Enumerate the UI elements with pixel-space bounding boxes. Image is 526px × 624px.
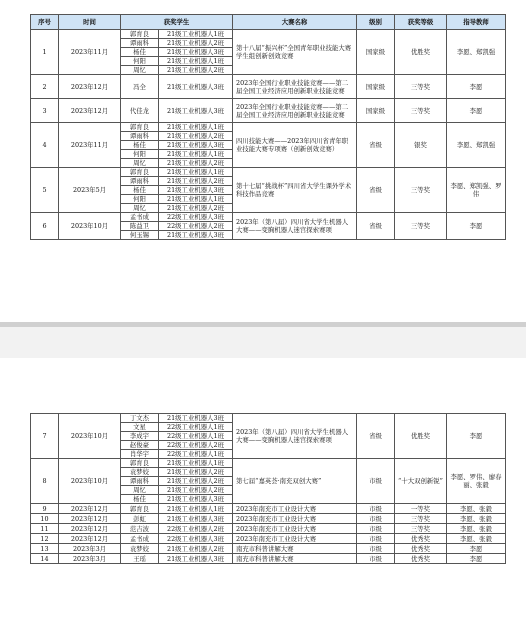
page-separator	[0, 322, 526, 358]
student-class: 22级工业机器人3班	[159, 534, 233, 544]
row-time: 2023年5月	[59, 168, 121, 213]
contest-name: 2023年全国行业职业技能竞赛——第二届全国工业经济应用创新职业技能竞赛	[233, 99, 357, 123]
award-level: 市级	[357, 514, 395, 524]
instructor: 李愿、罗伟、廖春丽、张毅	[447, 459, 506, 504]
table-row	[31, 30, 506, 39]
student-class: 21级工业机器人3班	[159, 48, 233, 57]
award-grade: 三等奖	[395, 514, 447, 524]
student-name: 谭雨科	[121, 477, 159, 486]
row-time: 2023年12月	[59, 534, 121, 544]
student-name: 陈益卫	[121, 222, 159, 231]
row-number: 13	[31, 544, 59, 554]
instructor: 李愿、郑凯强	[447, 123, 506, 168]
row-time: 2023年12月	[59, 514, 121, 524]
table-row	[31, 504, 506, 514]
student-name: 何阳	[121, 195, 159, 204]
row-number: 8	[31, 459, 59, 504]
student-class: 21级工业机器人2班	[159, 39, 233, 48]
header-level: 级别	[357, 15, 395, 30]
award-grade: 三等奖	[395, 168, 447, 213]
student-name: 谭雨科	[121, 39, 159, 48]
student-name: 代佳龙	[121, 99, 159, 123]
table-row	[31, 554, 506, 564]
award-grade: 银奖	[395, 123, 447, 168]
student-name: 赵俊豪	[121, 441, 159, 450]
student-class: 21级工业机器人2班	[159, 66, 233, 75]
student-name: 袁梦姣	[121, 544, 159, 554]
student-class: 21级工业机器人1班	[159, 504, 233, 514]
student-class: 21级工业机器人2班	[159, 159, 233, 168]
contest-name: 2023年（第八届）四川省大学生机器人大赛——变胸机器人迷宫探索赛项	[233, 213, 357, 240]
student-name: 袁梦姣	[121, 468, 159, 477]
student-name: 文星	[121, 423, 159, 432]
student-class: 22级工业机器人1班	[159, 432, 233, 441]
student-name: 郭育良	[121, 123, 159, 132]
row-number: 9	[31, 504, 59, 514]
student-class: 21级工业机器人1班	[159, 123, 233, 132]
row-time: 2023年3月	[59, 554, 121, 564]
student-name: 杨佳	[121, 186, 159, 195]
student-class: 22级工业机器人1班	[159, 450, 233, 459]
table-header-row	[31, 15, 506, 30]
student-name: 谭雨科	[121, 177, 159, 186]
award-grade: 三等奖	[395, 213, 447, 240]
row-number: 6	[31, 213, 59, 240]
contest-name: 2023年南充市工业设计大赛	[233, 534, 357, 544]
row-number: 5	[31, 168, 59, 213]
student-name: 周忆	[121, 204, 159, 213]
awards-table-page-1	[30, 14, 506, 240]
award-level: 省级	[357, 213, 395, 240]
student-name: 李成宇	[121, 432, 159, 441]
student-name: 郭育良	[121, 459, 159, 468]
header-award: 获奖等级	[395, 15, 447, 30]
student-name: 丁文杰	[121, 414, 159, 423]
row-number: 1	[31, 30, 59, 75]
student-class: 21级工业机器人2班	[159, 132, 233, 141]
student-class: 22级工业机器人1班	[159, 423, 233, 432]
instructor: 李愿	[447, 554, 506, 564]
student-name: 孟书成	[121, 534, 159, 544]
row-number: 2	[31, 75, 59, 99]
student-name: 肖华宇	[121, 450, 159, 459]
table-row	[31, 534, 506, 544]
student-name: 周忆	[121, 486, 159, 495]
row-time: 2023年12月	[59, 504, 121, 514]
student-name: 杨佳	[121, 141, 159, 150]
document-page-2	[0, 358, 526, 624]
award-grade: 优胜奖	[395, 414, 447, 459]
student-name: 周忆	[121, 66, 159, 75]
student-name: 范吉波	[121, 524, 159, 534]
award-grade: 优秀奖	[395, 544, 447, 554]
award-level: 市级	[357, 544, 395, 554]
student-class: 21级工业机器人3班	[159, 514, 233, 524]
contest-name: 第十七届“挑战杯”四川省大学生课外学术科技作品竞赛	[233, 168, 357, 213]
award-grade: 优秀奖	[395, 554, 447, 564]
student-class: 21级工业机器人3班	[159, 414, 233, 423]
row-number: 10	[31, 514, 59, 524]
student-class: 21级工业机器人2班	[159, 468, 233, 477]
award-level: 市级	[357, 534, 395, 544]
contest-name: 2023年南充市工业设计大赛	[233, 504, 357, 514]
header-teacher: 指导教师	[447, 15, 506, 30]
student-class: 21级工业机器人1班	[159, 57, 233, 66]
instructor: 李愿	[447, 75, 506, 99]
instructor: 李愿、张毅	[447, 524, 506, 534]
instructor: 李愿	[447, 213, 506, 240]
student-name: 彭虹	[121, 514, 159, 524]
student-name: 杨佳	[121, 495, 159, 504]
table-body-page-2	[31, 414, 506, 564]
award-level: 省级	[357, 123, 395, 168]
award-grade: 优胜奖	[395, 30, 447, 75]
student-name: 王瑶	[121, 554, 159, 564]
instructor: 李愿	[447, 414, 506, 459]
student-class: 21级工业机器人1班	[159, 195, 233, 204]
award-grade: 三等奖	[395, 99, 447, 123]
student-class: 21级工业机器人3班	[159, 99, 233, 123]
student-class: 22级工业机器人2班	[159, 441, 233, 450]
table-row	[31, 123, 506, 132]
contest-name: 2023年南充市工业设计大赛	[233, 514, 357, 524]
row-number: 7	[31, 414, 59, 459]
table-row	[31, 99, 506, 123]
award-level: 市级	[357, 524, 395, 534]
row-number: 14	[31, 554, 59, 564]
instructor: 李愿、郑凯强	[447, 30, 506, 75]
student-class: 22级工业机器人2班	[159, 222, 233, 231]
instructor: 李愿、张毅	[447, 504, 506, 514]
student-name: 郭育良	[121, 30, 159, 39]
student-name: 何阳	[121, 150, 159, 159]
award-grade: 优秀奖	[395, 534, 447, 544]
table-row	[31, 75, 506, 99]
student-class: 21级工业机器人3班	[159, 186, 233, 195]
awards-table-page-2	[30, 413, 506, 564]
row-time: 2023年11月	[59, 123, 121, 168]
student-name: 谭雨科	[121, 132, 159, 141]
table-row	[31, 514, 506, 524]
contest-name: 南充市科普讲解大赛	[233, 544, 357, 554]
student-name: 冯全	[121, 75, 159, 99]
student-name: 周忆	[121, 159, 159, 168]
contest-name: 2023年南充市工业设计大赛	[233, 524, 357, 534]
instructor: 李愿	[447, 544, 506, 554]
award-level: 国家级	[357, 99, 395, 123]
student-class: 21级工业机器人1班	[159, 30, 233, 39]
contest-name: 2023年全国行业职业技能竞赛——第二届全国工业经济应用创新职业技能竞赛	[233, 75, 357, 99]
student-class: 21级工业机器人3班	[159, 231, 233, 240]
award-grade: “十大双创新锐”	[395, 459, 447, 504]
header-students: 获奖学生	[121, 15, 233, 30]
award-level: 省级	[357, 414, 395, 459]
student-name: 郭育良	[121, 504, 159, 514]
award-grade: 三等奖	[395, 524, 447, 534]
student-name: 杨佳	[121, 48, 159, 57]
instructor: 李愿	[447, 99, 506, 123]
row-time: 2023年11月	[59, 30, 121, 75]
award-level: 国家级	[357, 30, 395, 75]
student-name: 郭育良	[121, 168, 159, 177]
table-body-page-1	[31, 30, 506, 240]
table-row	[31, 524, 506, 534]
row-number: 3	[31, 99, 59, 123]
table-row	[31, 213, 506, 222]
contest-name: 四川技能大赛——2023年四川省青年职业技能大赛专项赛（创新创效竞赛）	[233, 123, 357, 168]
instructor: 李愿、张毅	[447, 514, 506, 524]
student-class: 22级工业机器人3班	[159, 213, 233, 222]
student-class: 21级工业机器人2班	[159, 177, 233, 186]
student-class: 21级工业机器人1班	[159, 459, 233, 468]
award-grade: 一等奖	[395, 504, 447, 514]
award-level: 国家级	[357, 75, 395, 99]
award-level: 市级	[357, 459, 395, 504]
student-class: 21级工业机器人1班	[159, 168, 233, 177]
award-grade: 三等奖	[395, 75, 447, 99]
award-level: 市级	[357, 504, 395, 514]
student-class: 22级工业机器人2班	[159, 524, 233, 534]
award-level: 市级	[357, 554, 395, 564]
row-time: 2023年10月	[59, 414, 121, 459]
student-class: 21级工业机器人2班	[159, 477, 233, 486]
instructor: 李愿、郑凯强、罗伟	[447, 168, 506, 213]
student-class: 21级工业机器人3班	[159, 554, 233, 564]
student-name: 何阳	[121, 57, 159, 66]
student-class: 21级工业机器人2班	[159, 204, 233, 213]
student-name: 何玉锡	[121, 231, 159, 240]
table-row	[31, 544, 506, 554]
student-class: 21级工业机器人3班	[159, 141, 233, 150]
student-name: 孟书成	[121, 213, 159, 222]
student-class: 21级工业机器人2班	[159, 486, 233, 495]
contest-name: 第七届“嘉英荟·南充双创大赛”	[233, 459, 357, 504]
table-row	[31, 414, 506, 423]
student-class: 21级工业机器人2班	[159, 544, 233, 554]
header-time: 时间	[59, 15, 121, 30]
contest-name: 第十八届“振兴杯”全国青年职业技能大赛学生组创新创效竞赛	[233, 30, 357, 75]
row-number: 11	[31, 524, 59, 534]
row-time: 2023年10月	[59, 459, 121, 504]
contest-name: 南充市科普讲解大赛	[233, 554, 357, 564]
header-contest: 大赛名称	[233, 15, 357, 30]
award-level: 省级	[357, 168, 395, 213]
row-time: 2023年12月	[59, 75, 121, 99]
student-class: 21级工业机器人3班	[159, 495, 233, 504]
row-time: 2023年10月	[59, 213, 121, 240]
instructor: 李愿、张毅	[447, 534, 506, 544]
row-time: 2023年3月	[59, 544, 121, 554]
row-time: 2023年12月	[59, 524, 121, 534]
table-row	[31, 168, 506, 177]
student-class: 21级工业机器人1班	[159, 150, 233, 159]
row-number: 12	[31, 534, 59, 544]
row-number: 4	[31, 123, 59, 168]
student-class: 21级工业机器人3班	[159, 75, 233, 99]
row-time: 2023年12月	[59, 99, 121, 123]
contest-name: 2023年（第八届）四川省大学生机器人大赛——变胸机器人迷宫探索赛项	[233, 414, 357, 459]
table-row	[31, 459, 506, 468]
header-no: 序号	[31, 15, 59, 30]
